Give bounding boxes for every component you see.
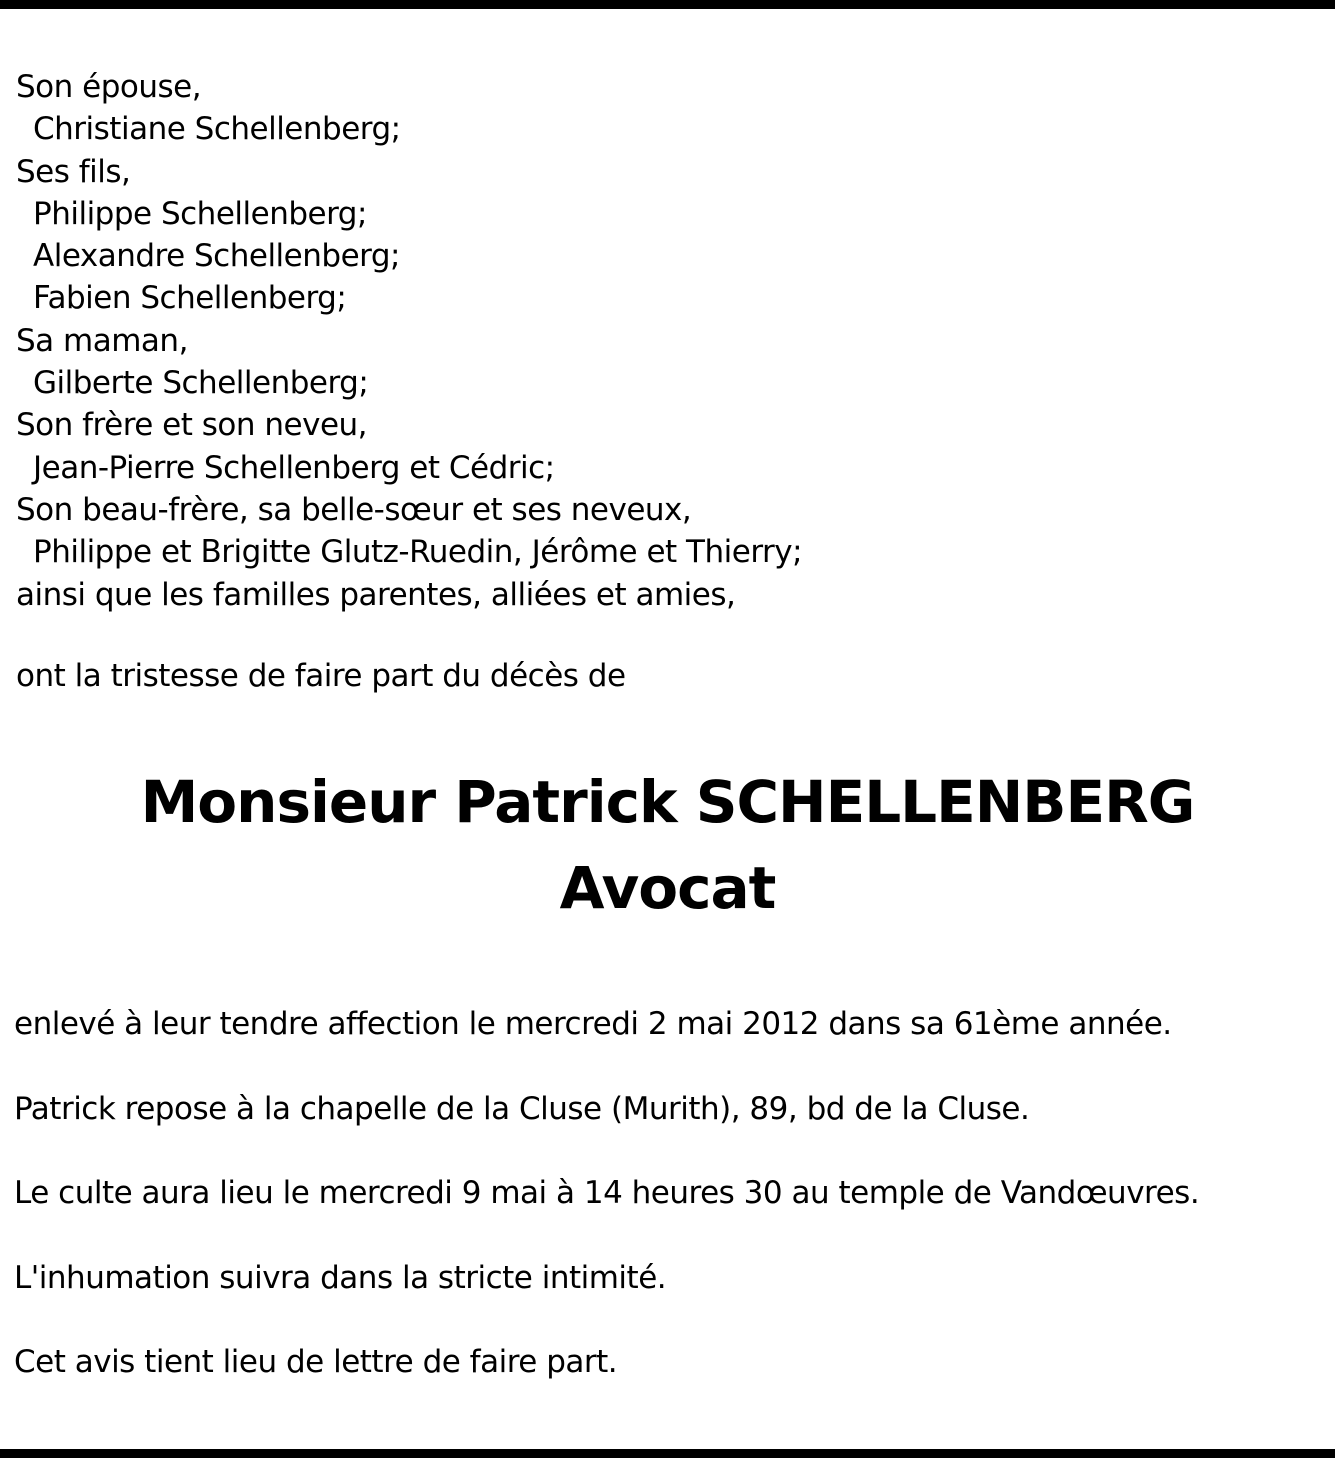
family-line: Jean-Pierre Schellenberg et Cédric; (33, 449, 555, 486)
family-line: Alexandre Schellenberg; (33, 238, 400, 275)
paragraph-burial: L'inhumation suivra dans la stricte intimité. (14, 1260, 667, 1296)
family-line: Son beau-frère, sa belle-sœur et ses neveux, (16, 491, 692, 528)
family-line: Philippe Schellenberg; (33, 195, 367, 232)
family-line: ainsi que les familles parentes, alliées et amies, (16, 576, 736, 613)
family-line: Son épouse, (16, 69, 202, 105)
family-line: Christiane Schellenberg; (33, 111, 401, 148)
paragraph-notice: Cet avis tient lieu de lettre de faire part. (14, 1344, 618, 1380)
family-line: Philippe et Brigitte Glutz-Ruedin, Jérôme et Thierry; (33, 534, 803, 571)
top-border-rule (0, 0, 1335, 9)
announcement-intro: ont la tristesse de faire part du décès de (16, 658, 626, 694)
family-line: Gilberte Schellenberg; (33, 365, 369, 402)
family-line: Ses fils, (16, 153, 131, 190)
family-line: Son frère et son neveu, (16, 407, 368, 444)
family-line: Fabien Schellenberg; (33, 280, 347, 317)
paragraph-service: Le culte aura lieu le mercredi 9 mai à 14 heures 30 au temple de Vandœuvres. (14, 1175, 1200, 1211)
bottom-border-rule (0, 1449, 1335, 1458)
paragraph-repose: Patrick repose à la chapelle de la Cluse (Murith), 89, bd de la Cluse. (14, 1091, 1030, 1127)
paragraph-death-date: enlevé à leur tendre affection le mercredi 2 mai 2012 dans sa 61ème année. (14, 1006, 1172, 1042)
deceased-title: Avocat (559, 854, 776, 922)
deceased-name: Monsieur Patrick SCHELLENBERG (140, 768, 1195, 836)
family-list (16, 66, 802, 616)
family-line: Sa maman, (16, 322, 188, 359)
